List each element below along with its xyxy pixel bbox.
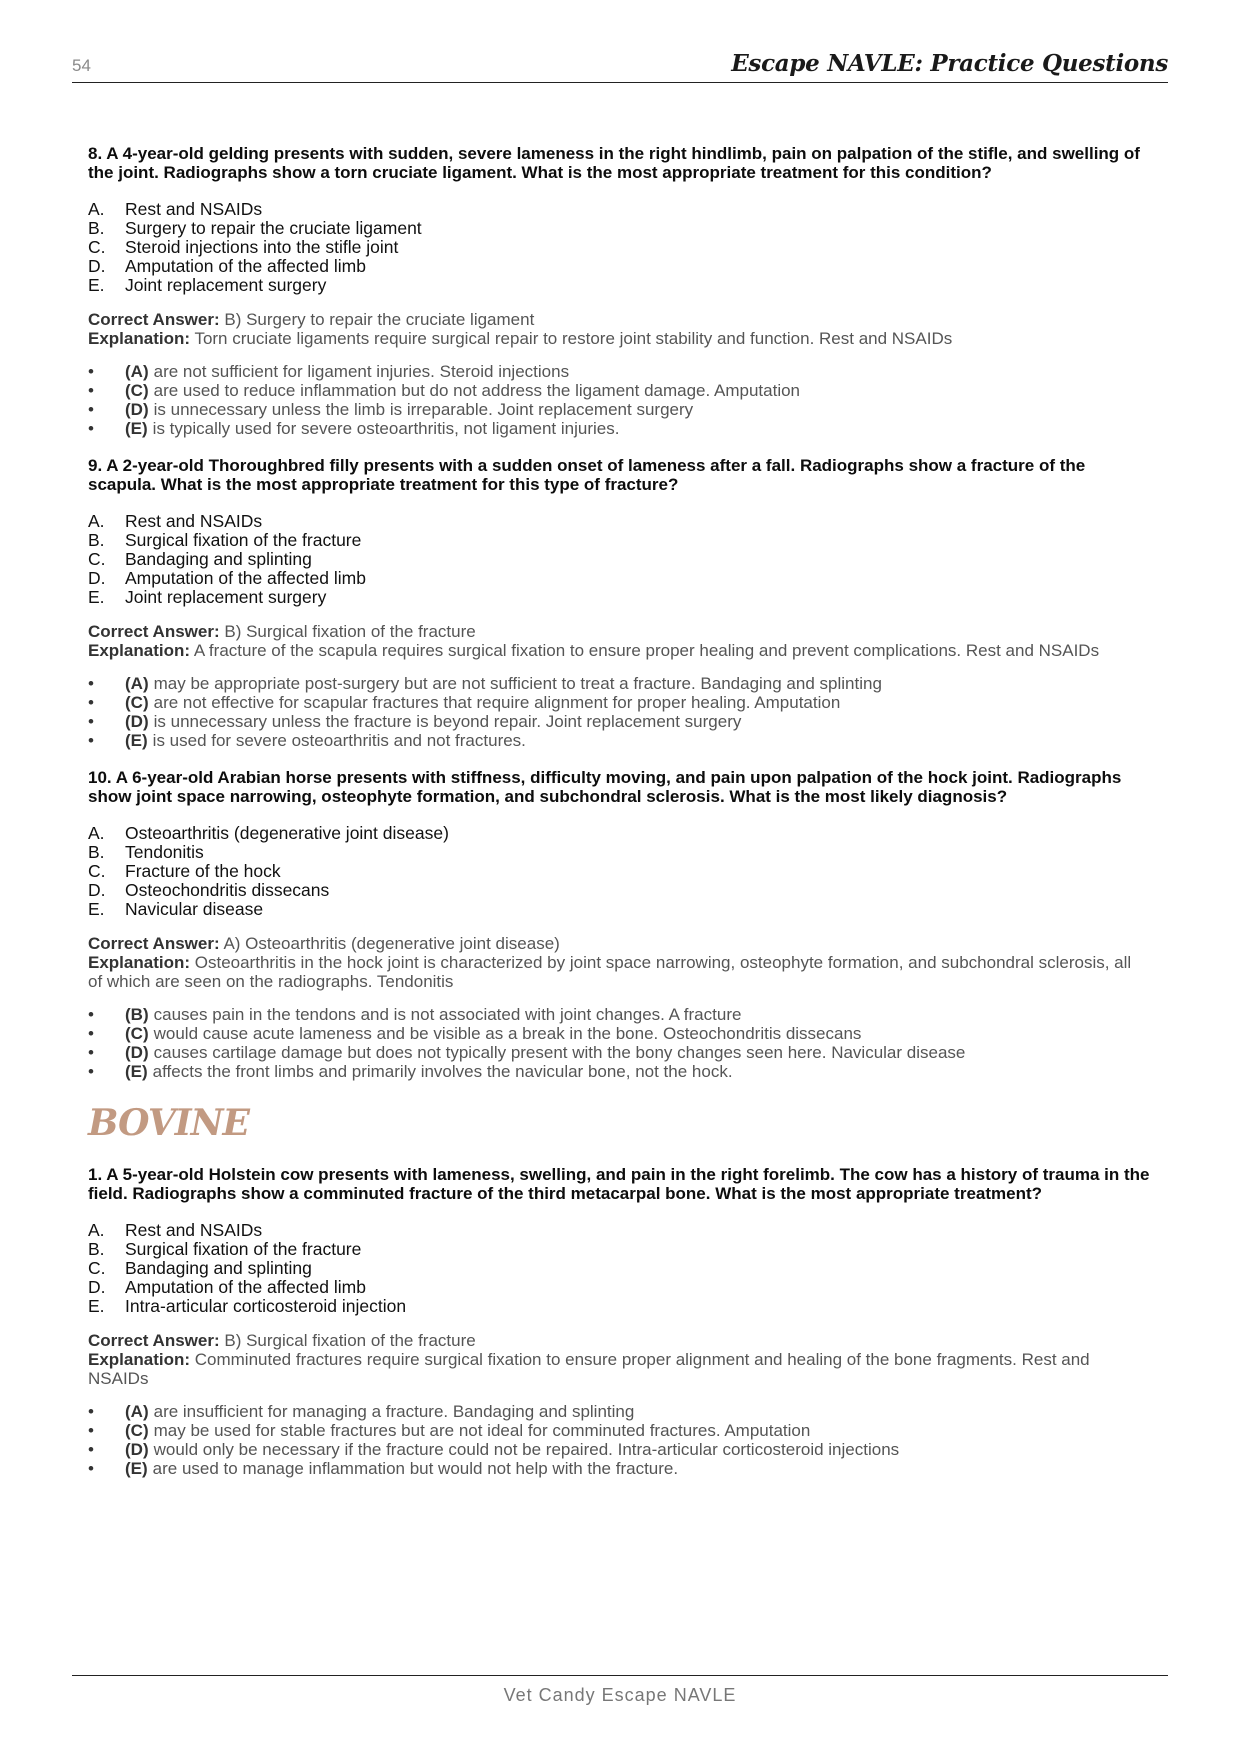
question-text: 1. A 5-year-old Holstein cow presents with lameness, swelling, and pain in the right forelimb. The cow has a history of trauma in the field. Radiographs show a comminuted fracture of the third metacarpal bone. What is the most appropriate treatment? [88, 1165, 1150, 1203]
options-list [88, 1221, 1150, 1316]
bullet-key: (C) [125, 1421, 149, 1440]
running-title: Escape NAVLE: Practice Questions [731, 50, 1168, 77]
bullet-text: is unnecessary unless the fracture is beyond repair. Joint replacement surgery [153, 712, 742, 731]
option-letter: E. [88, 275, 105, 295]
correct-answer [88, 1331, 1150, 1350]
option-item [88, 512, 1150, 531]
correct-answer-text: A) Osteoarthritis (degenerative joint disease) [223, 934, 560, 953]
option-letter: B. [88, 530, 105, 550]
bullet-icon: • [88, 693, 94, 712]
option-item [88, 900, 1150, 919]
bullet-icon: • [88, 381, 94, 400]
correct-answer-text: B) Surgical fixation of the fracture [224, 622, 476, 641]
bullet-item [88, 674, 1150, 693]
option-letter: B. [88, 1239, 105, 1259]
option-text: Rest and NSAIDs [125, 1220, 263, 1240]
correct-answer-label: Correct Answer: [88, 1331, 220, 1350]
bullet-icon: • [88, 419, 94, 438]
option-letter: E. [88, 899, 105, 919]
option-text: Amputation of the affected limb [125, 568, 366, 588]
bullet-icon: • [88, 674, 94, 693]
bullet-icon: • [88, 1043, 94, 1062]
explanation-bullets [88, 1005, 1150, 1081]
bullet-text: affects the front limbs and primarily involves the navicular bone, not the hock. [152, 1062, 733, 1081]
question-text: 9. A 2-year-old Thoroughbred filly presents with a sudden onset of lameness after a fall. Radiographs show a fracture of the scapula. What is the most appropriate treatment for this type of fracture? [88, 456, 1086, 494]
correct-answer-label: Correct Answer: [88, 310, 220, 329]
option-letter: D. [88, 1277, 106, 1297]
bullet-text: are not effective for scapular fractures that require alignment for proper healing. Amputation [153, 693, 841, 712]
section-title: BOVINE [88, 1102, 249, 1144]
bullet-key: (C) [125, 1024, 149, 1043]
correct-answer-label: Correct Answer: [88, 622, 220, 641]
bullet-item [88, 362, 1150, 381]
correct-answer [88, 622, 1150, 641]
bullet-text: are insufficient for managing a fracture. Bandaging and splinting [153, 1402, 635, 1421]
bullet-text: may be used for stable fractures but are not ideal for comminuted fractures. Amputation [153, 1421, 811, 1440]
bullet-item [88, 1024, 1150, 1043]
correct-answer-text: B) Surgery to repair the cruciate ligament [224, 310, 535, 329]
option-item [88, 824, 1150, 843]
explanation-label: Explanation: [88, 641, 191, 660]
bullet-item [88, 1043, 1150, 1062]
bullet-key: (D) [125, 712, 149, 731]
option-text: Osteoarthritis (degenerative joint disease) [125, 823, 449, 843]
option-item [88, 550, 1150, 569]
bullet-key: (C) [125, 381, 149, 400]
bullet-icon: • [88, 1062, 94, 1081]
bullet-icon: • [88, 712, 94, 731]
page-header [72, 46, 1168, 83]
option-text: Surgical fixation of the fracture [125, 530, 362, 550]
correct-answer-label: Correct Answer: [88, 934, 220, 953]
option-item [88, 219, 1150, 238]
explanation-label: Explanation: [88, 953, 191, 972]
answer-block [88, 310, 1150, 348]
option-letter: A. [88, 511, 105, 531]
bullet-item [88, 731, 1150, 750]
option-item [88, 531, 1150, 550]
bullet-key: (B) [125, 1005, 149, 1024]
question-block [88, 768, 1150, 1081]
bullet-key: (E) [125, 1459, 148, 1478]
question-block [88, 1165, 1150, 1478]
bullet-icon: • [88, 1440, 94, 1459]
option-letter: D. [88, 256, 106, 276]
bullet-key: (D) [125, 1440, 149, 1459]
bullet-item [88, 1440, 1150, 1459]
option-text: Amputation of the affected limb [125, 1277, 366, 1297]
correct-answer-text: B) Surgical fixation of the fracture [224, 1331, 476, 1350]
option-text: Rest and NSAIDs [125, 199, 263, 219]
answer-block [88, 622, 1150, 660]
option-text: Navicular disease [125, 899, 264, 919]
explanation-text: Osteoarthritis in the hock joint is characterized by joint space narrowing, osteophyte formation, and subchondral sclerosis, all of which are seen on the radiographs. Tendonitis [88, 953, 1132, 991]
explanation-bullets [88, 362, 1150, 438]
option-text: Rest and NSAIDs [125, 511, 263, 531]
option-item [88, 257, 1150, 276]
bullet-icon: • [88, 1459, 94, 1478]
option-item [88, 843, 1150, 862]
explanation [88, 953, 1150, 991]
footer-text: Vet Candy Escape NAVLE [503, 1685, 737, 1705]
option-item [88, 569, 1150, 588]
bullet-icon: • [88, 1421, 94, 1440]
bullet-key: (A) [125, 674, 149, 693]
option-item [88, 1278, 1150, 1297]
bullet-text: may be appropriate post-surgery but are not sufficient to treat a fracture. Bandaging and splinting [153, 674, 882, 693]
option-text: Steroid injections into the stifle joint [125, 237, 399, 257]
bullet-icon: • [88, 1402, 94, 1421]
question-text: 10. A 6-year-old Arabian horse presents with stiffness, difficulty moving, and pain upon palpation of the hock joint. Radiographs show joint space narrowing, osteophyte formation, and subchondral sclerosis. What is the most likely diagnosis? [88, 768, 1122, 806]
bullet-text: is used for severe osteoarthritis and not fractures. [152, 731, 526, 750]
question-block [88, 456, 1150, 750]
option-text: Surgical fixation of the fracture [125, 1239, 362, 1259]
option-letter: D. [88, 568, 106, 588]
bullet-item [88, 1459, 1150, 1478]
bullet-item [88, 712, 1150, 731]
option-text: Osteochondritis dissecans [125, 880, 330, 900]
bullet-key: (E) [125, 731, 148, 750]
correct-answer [88, 310, 1150, 329]
option-letter: A. [88, 823, 105, 843]
options-list [88, 200, 1150, 295]
answer-block [88, 1331, 1150, 1388]
option-text: Intra-articular corticosteroid injection [125, 1296, 407, 1316]
question-text: 8. A 4-year-old gelding presents with sudden, severe lameness in the right hindlimb, pain on palpation of the stifle, and swelling of the joint. Radiographs show a torn cruciate ligament. What is the most appropriate treatment for this condition? [88, 144, 1140, 182]
bullet-text: would only be necessary if the fracture could not be repaired. Intra-articular corticosteroid injections [153, 1440, 900, 1459]
bullet-icon: • [88, 1024, 94, 1043]
option-item [88, 1259, 1150, 1278]
bullet-icon: • [88, 400, 94, 419]
bullet-item [88, 1402, 1150, 1421]
explanation-bullets [88, 674, 1150, 750]
page-number: 54 [72, 56, 91, 75]
bullet-text: are not sufficient for ligament injuries. Steroid injections [153, 362, 570, 381]
explanation-bullets [88, 1402, 1150, 1478]
explanation-label: Explanation: [88, 329, 191, 348]
bullet-item [88, 1421, 1150, 1440]
correct-answer [88, 934, 1150, 953]
option-item [88, 238, 1150, 257]
bullet-text: causes cartilage damage but does not typically present with the bony changes seen here. Navicular disease [153, 1043, 966, 1062]
bullet-text: would cause acute lameness and be visible as a break in the bone. Osteochondritis dissecans [153, 1024, 862, 1043]
explanation [88, 329, 1150, 348]
option-item [88, 588, 1150, 607]
explanation-text: A fracture of the scapula requires surgical fixation to ensure proper healing and prevent complications. Rest and NSAIDs [193, 641, 1100, 660]
explanation [88, 641, 1150, 660]
option-item [88, 1240, 1150, 1259]
bullet-item [88, 1062, 1150, 1081]
bullet-text: is typically used for severe osteoarthritis, not ligament injuries. [152, 419, 620, 438]
option-item [88, 1297, 1150, 1316]
bullet-text: are used to manage inflammation but would not help with the fracture. [152, 1459, 679, 1478]
bullet-key: (E) [125, 1062, 148, 1081]
bullet-item [88, 693, 1150, 712]
option-item [88, 276, 1150, 295]
option-item [88, 862, 1150, 881]
bullet-icon: • [88, 731, 94, 750]
option-text: Bandaging and splinting [125, 1258, 312, 1278]
bullet-key: (E) [125, 419, 148, 438]
question-block [88, 144, 1150, 438]
option-letter: B. [88, 218, 105, 238]
explanation-text: Comminuted fractures require surgical fixation to ensure proper alignment and healing of the bone fragments. Rest and NSAIDs [88, 1350, 1090, 1388]
footer-divider [72, 1675, 1168, 1676]
bullet-icon: • [88, 1005, 94, 1024]
bullet-key: (C) [125, 693, 149, 712]
bullet-item [88, 419, 1150, 438]
options-list [88, 824, 1150, 919]
bullet-item [88, 381, 1150, 400]
option-text: Fracture of the hock [125, 861, 281, 881]
option-letter: A. [88, 1220, 105, 1240]
options-list [88, 512, 1150, 607]
option-text: Amputation of the affected limb [125, 256, 366, 276]
option-letter: C. [88, 1258, 106, 1278]
option-text: Joint replacement surgery [125, 275, 327, 295]
option-letter: B. [88, 842, 105, 862]
option-item [88, 881, 1150, 900]
page-content [88, 144, 1150, 1496]
option-letter: D. [88, 880, 106, 900]
option-letter: E. [88, 1296, 105, 1316]
bullet-text: causes pain in the tendons and is not associated with joint changes. A fracture [153, 1005, 742, 1024]
bullet-key: (D) [125, 400, 149, 419]
bullet-key: (A) [125, 362, 149, 381]
explanation-text: Torn cruciate ligaments require surgical repair to restore joint stability and function. Rest and NSAIDs [194, 329, 953, 348]
option-text: Tendonitis [125, 842, 204, 862]
option-text: Joint replacement surgery [125, 587, 327, 607]
bullet-item [88, 400, 1150, 419]
option-letter: A. [88, 199, 105, 219]
bullet-text: is unnecessary unless the limb is irreparable. Joint replacement surgery [153, 400, 694, 419]
explanation [88, 1350, 1150, 1388]
explanation-label: Explanation: [88, 1350, 191, 1369]
answer-block [88, 934, 1150, 991]
option-text: Surgery to repair the cruciate ligament [125, 218, 422, 238]
bullet-item [88, 1005, 1150, 1024]
option-text: Bandaging and splinting [125, 549, 312, 569]
bullet-key: (A) [125, 1402, 149, 1421]
option-item [88, 1221, 1150, 1240]
option-letter: C. [88, 861, 106, 881]
bullet-key: (D) [125, 1043, 149, 1062]
bullet-icon: • [88, 362, 94, 381]
option-letter: C. [88, 549, 106, 569]
option-item [88, 200, 1150, 219]
option-letter: E. [88, 587, 105, 607]
bullet-text: are used to reduce inflammation but do not address the ligament damage. Amputation [153, 381, 801, 400]
option-letter: C. [88, 237, 106, 257]
